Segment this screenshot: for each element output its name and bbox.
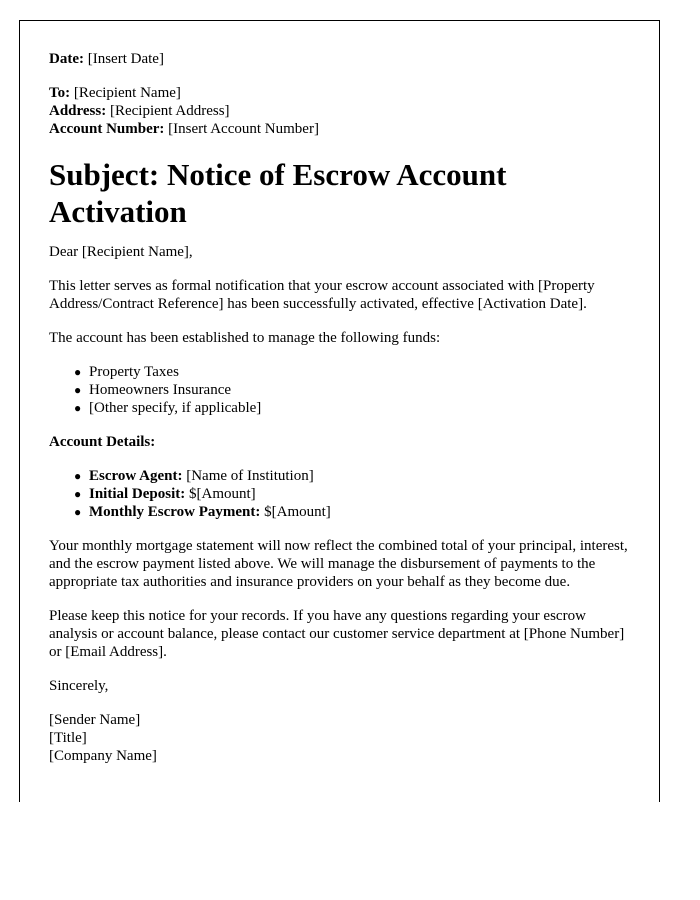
list-item <box>74 363 630 381</box>
date-line <box>49 50 630 68</box>
date-value: [Insert Date] <box>87 51 164 67</box>
address-label: Address: <box>49 103 107 119</box>
sender-name: [Sender Name] <box>49 712 141 728</box>
list-item <box>74 503 630 521</box>
account-details-list <box>49 467 630 521</box>
address-line <box>49 102 630 120</box>
list-item <box>74 467 630 485</box>
bullet-icon: ● <box>74 505 82 519</box>
closing: Sincerely, <box>49 678 109 694</box>
to-line <box>49 84 630 102</box>
signature-block <box>49 711 630 765</box>
bullet-icon: ● <box>74 487 82 501</box>
salutation: Dear [Recipient Name], <box>49 244 193 260</box>
sender-title: [Title] <box>49 730 87 746</box>
to-value: [Recipient Name] <box>73 85 181 101</box>
account-number-line <box>49 120 630 138</box>
detail-value: [Name of Institution] <box>186 468 314 484</box>
detail-label: Escrow Agent: <box>89 468 183 484</box>
paragraph-activation: This letter serves as formal notification that your escrow account associated with [Property Address/Contract Reference] has been successfully activated, effective [Activation Date]. <box>49 278 595 312</box>
to-label: To: <box>49 85 71 101</box>
paragraph-contact: Please keep this notice for your records. If you have any questions regarding your escrow analysis or account balance, please contact our customer service department at [Phone Number] or [Email Address]. <box>49 608 625 660</box>
bullet-icon: ● <box>74 401 82 415</box>
paragraph-funds-intro: The account has been established to manage the following funds: <box>49 330 441 346</box>
list-item <box>74 381 630 399</box>
company-name: [Company Name] <box>49 748 157 764</box>
letter-page <box>19 20 660 802</box>
bullet-icon: ● <box>74 469 82 483</box>
bullet-icon: ● <box>74 365 82 379</box>
detail-label: Monthly Escrow Payment: <box>89 504 261 520</box>
account-number-value: [Insert Account Number] <box>168 121 319 137</box>
recipient-block <box>49 84 630 138</box>
account-details-heading: Account Details: <box>49 434 156 450</box>
fund-label: Homeowners Insurance <box>89 382 232 398</box>
list-item <box>74 399 630 417</box>
date-label: Date: <box>49 51 84 67</box>
detail-value: $[Amount] <box>189 486 256 502</box>
account-number-label: Account Number: <box>49 121 165 137</box>
detail-value: $[Amount] <box>264 504 331 520</box>
bullet-icon: ● <box>74 383 82 397</box>
fund-label: Property Taxes <box>89 364 179 380</box>
list-item <box>74 485 630 503</box>
address-value: [Recipient Address] <box>109 103 230 119</box>
detail-label: Initial Deposit: <box>89 486 186 502</box>
funds-list <box>49 363 630 417</box>
paragraph-statement: Your monthly mortgage statement will now reflect the combined total of your principal, interest, and the escrow payment listed above. We will manage the disbursement of payments to the appropriate tax authorities and insurance providers on your behalf as they become due. <box>49 538 628 590</box>
fund-label: [Other specify, if applicable] <box>89 400 262 416</box>
subject-heading: Subject: Notice of Escrow Account Activation <box>49 157 507 229</box>
